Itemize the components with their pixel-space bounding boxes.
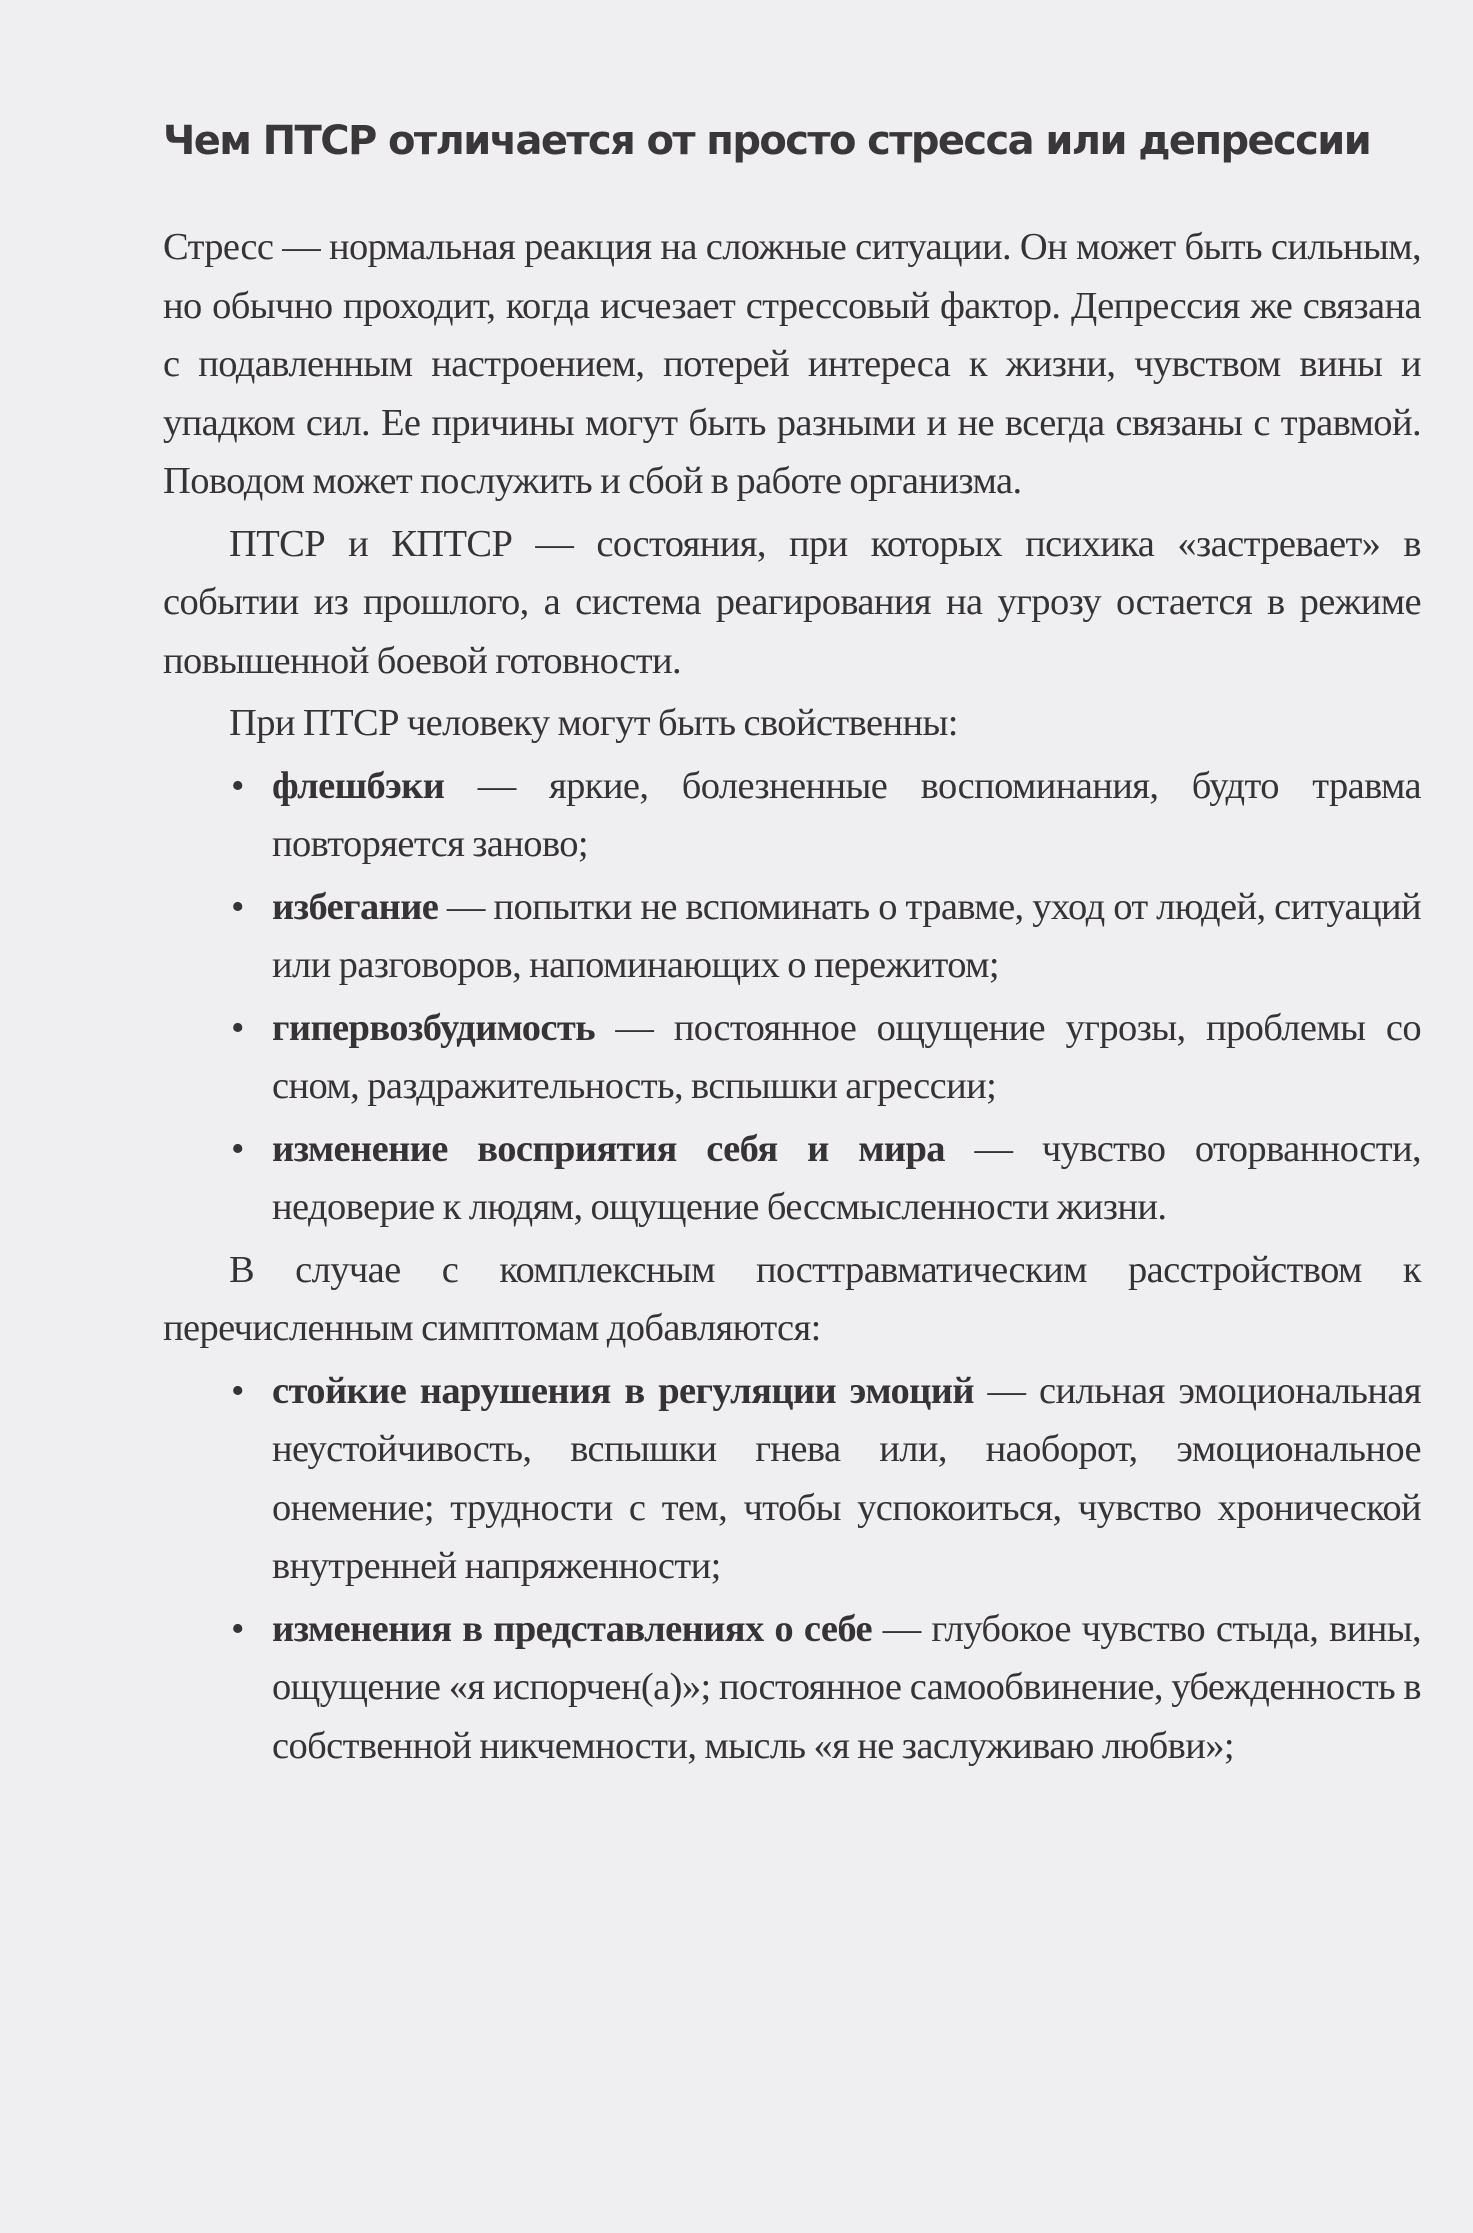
bullet-icon: • [231, 1607, 244, 1650]
ptsd-symptom-list [163, 757, 1421, 1237]
list-item [163, 1362, 1421, 1596]
symptom-term: избегание [272, 885, 439, 928]
bullet-icon: • [231, 885, 244, 928]
bullet-icon: • [231, 1006, 244, 1049]
bullet-icon: • [231, 764, 244, 807]
symptom-term: флешбэки [272, 764, 445, 807]
paragraph-ptsd-definition: ПТСР и КПТСР — состояния, при которых психика «застревает» в событии из прошлого, а система реагирования на угрозу остается в режиме повышенной боевой готовности. [163, 522, 1421, 682]
paragraph-stress-vs-depression: Стресс — нормальная реакция на сложные ситуации. Он может быть сильным, но обычно проходит, когда исчезает стрессовый фактор. Депрессия же связана с подавленным настроением, потерей интереса к жизни, чувством вины и упадком сил. Ее причины могут быть разными и не всегда связаны с травмой. Поводом может послужить и сбой в работе организма. [163, 226, 1421, 502]
section-body [163, 218, 1421, 1775]
symptom-description: — сильная эмоциональная неустойчивость, вспышки гнева или, наоборот, эмоциональное онемение; трудности с тем, чтобы успокоиться, чувство хронической внутренней напряженности; [272, 1369, 1421, 1587]
symptom-term: изменение восприятия себя и мира [272, 1127, 945, 1170]
list-item [163, 1120, 1421, 1237]
section-heading: Чем ПТСР отличается от просто стресса или депрессии [163, 118, 1371, 164]
book-page [163, 112, 1421, 1775]
symptom-description: — попытки не вспоминать о травме, уход от людей, ситуаций или разговоров, напоминающих о пережитом; [272, 885, 1421, 986]
symptom-description: — постоянное ощущение угрозы, проблемы со сном, раздражительность, вспышки агрессии; [272, 1006, 1421, 1107]
cptsd-symptom-list [163, 1362, 1421, 1776]
list-item [163, 1600, 1421, 1776]
symptom-term: изменения в представлениях о себе [272, 1607, 872, 1650]
bullet-icon: • [231, 1369, 244, 1412]
list-item [163, 878, 1421, 995]
list-item [163, 757, 1421, 874]
symptom-description: — яркие, болезненные воспоминания, будто травма повторяется заново; [272, 764, 1421, 865]
symptom-term: стойкие нарушения в регуляции эмоций [272, 1369, 974, 1412]
paragraph-ptsd-intro: При ПТСР человеку могут быть свойственны: [229, 702, 958, 744]
paragraph-cptsd-intro: В случае с комплексным посттравматическим расстройством к перечисленным симптомам добавляются: [163, 1248, 1421, 1349]
list-item [163, 999, 1421, 1116]
symptom-term: гипервозбудимость [272, 1006, 595, 1049]
symptom-description: — чувство оторванности, недоверие к людям, ощущение бессмысленности жизни. [272, 1127, 1421, 1228]
bullet-icon: • [231, 1127, 244, 1170]
symptom-description: — глубокое чувство стыда, вины, ощущение «я испорчен(а)»; постоянное самообвинение, убежденность в собственной никчемности, мысль «я не заслуживаю любви»; [272, 1607, 1421, 1767]
